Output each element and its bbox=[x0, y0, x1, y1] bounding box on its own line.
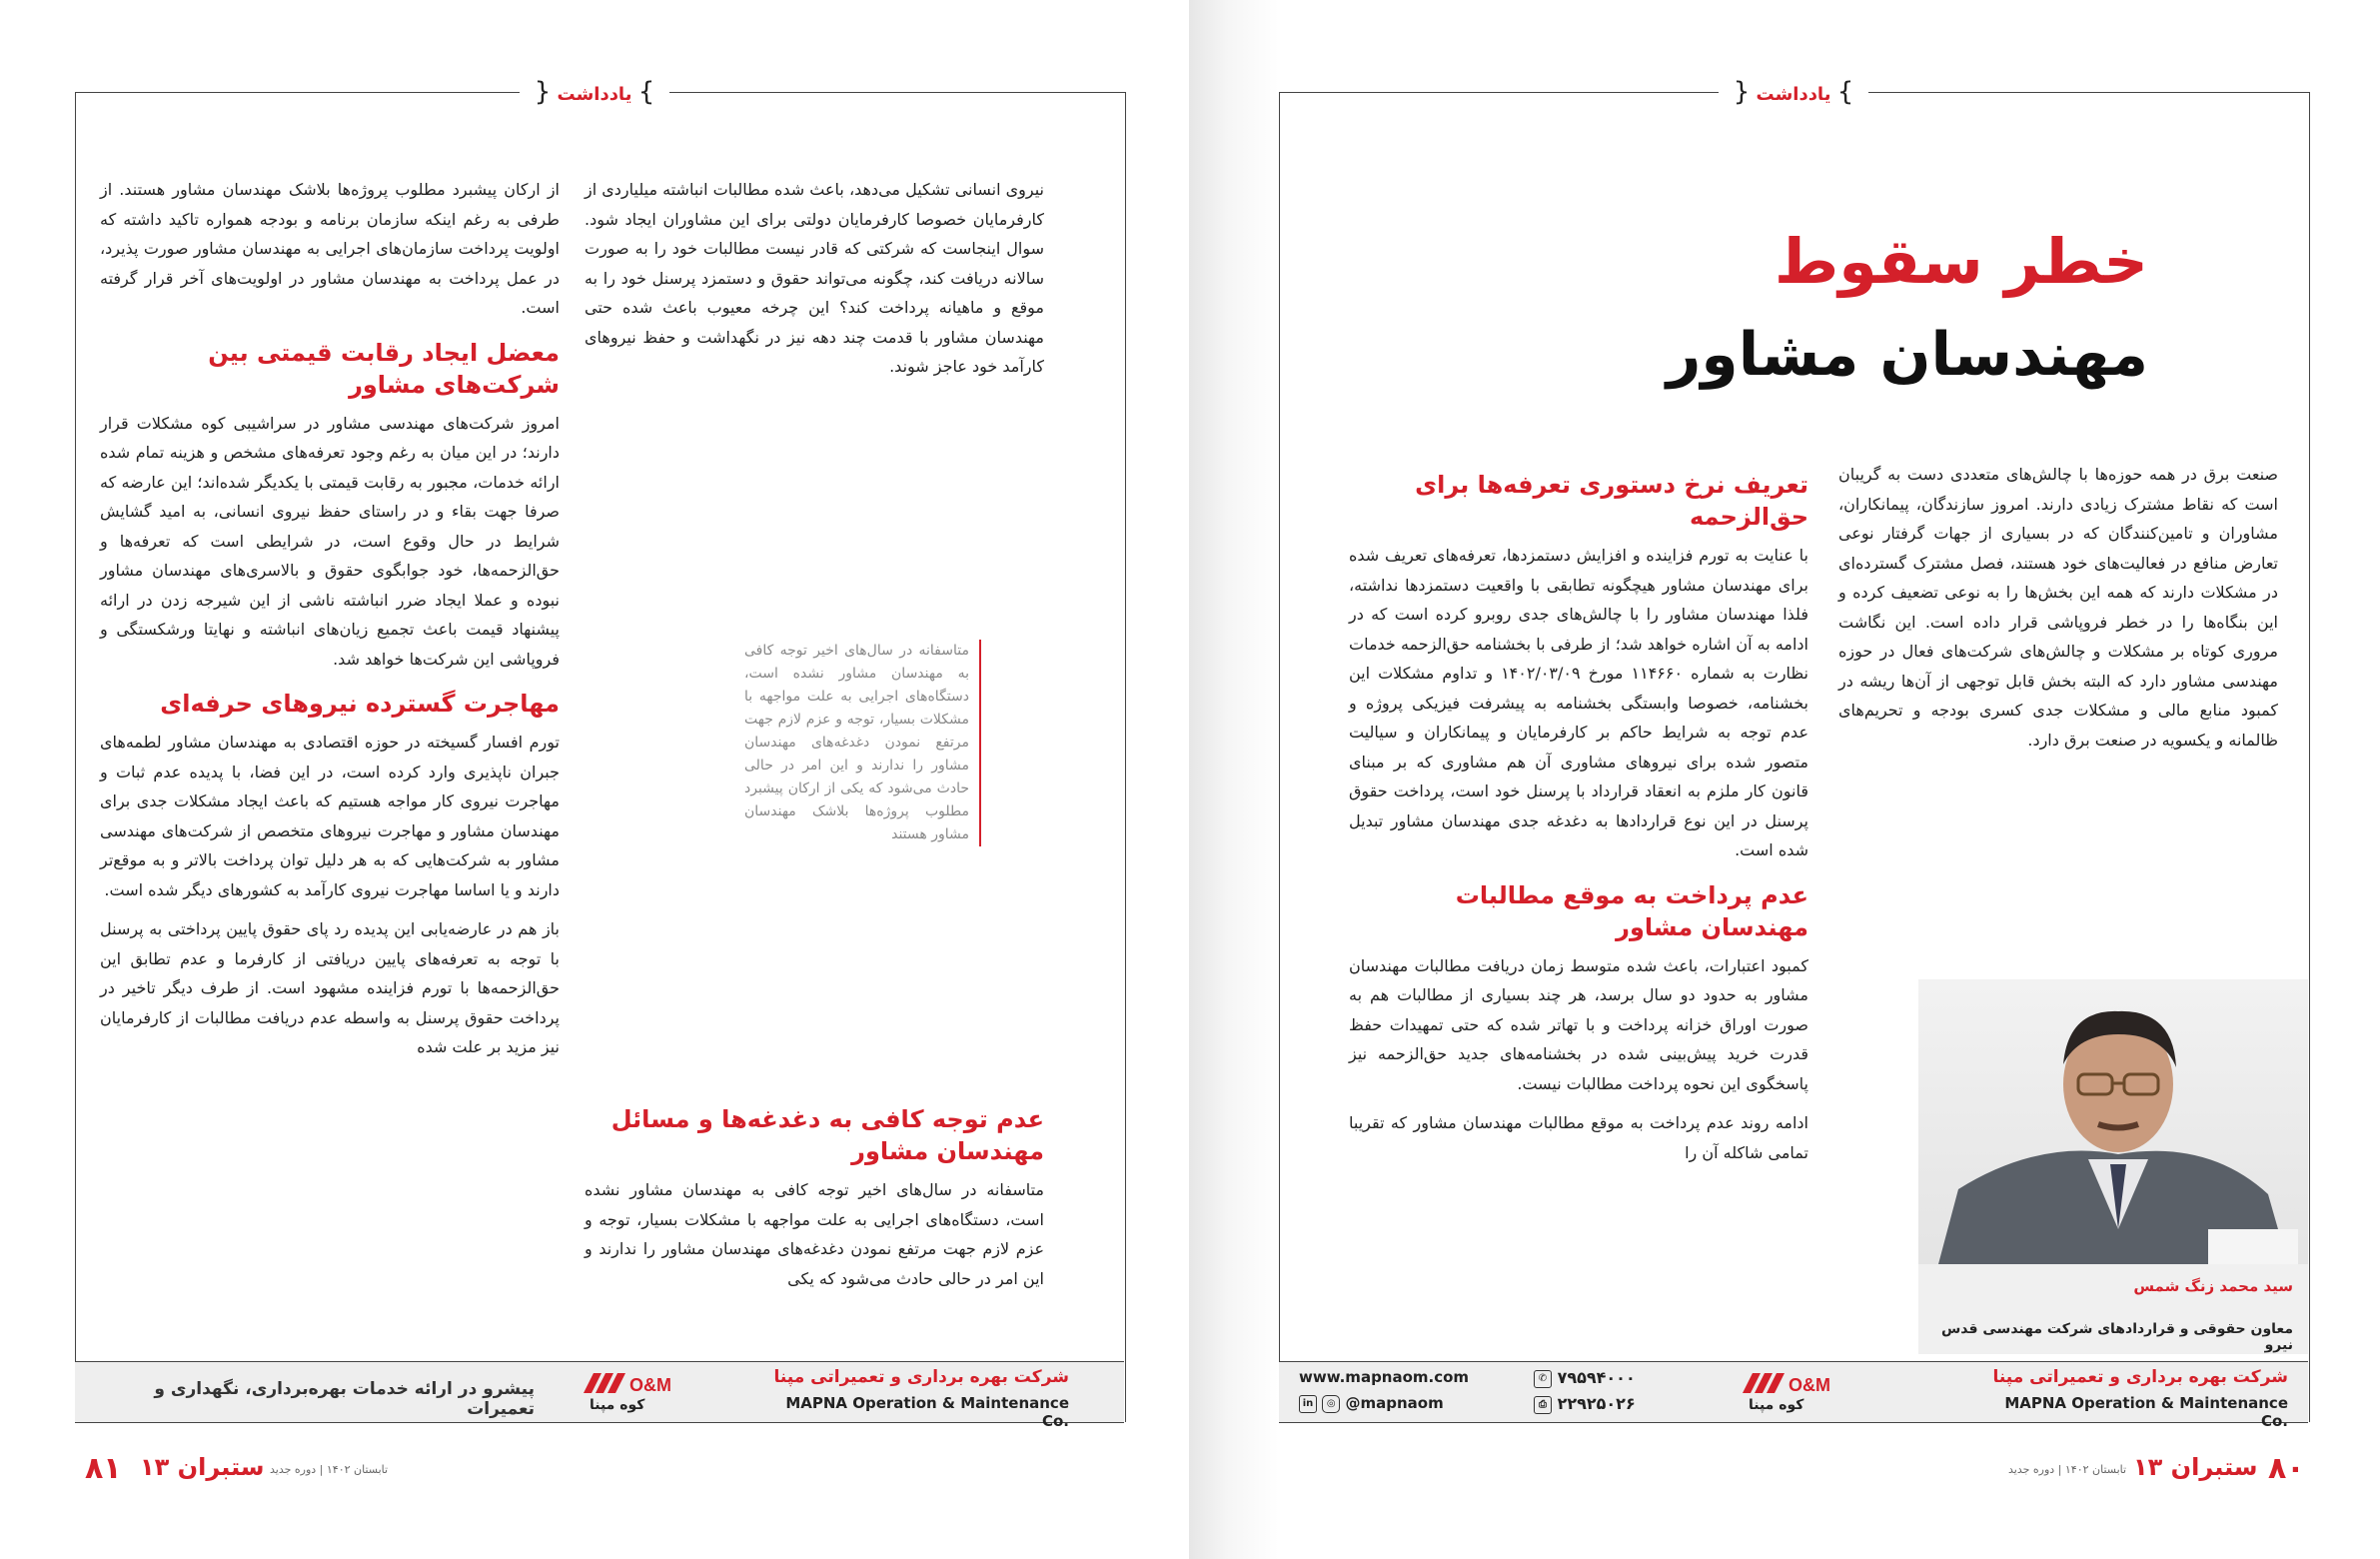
paragraph: نیروی انسانی تشکیل می‌دهد، باعث شده مطالبات انباشته میلیاردی از کارفرمایان خصوصا کارفرمایان دولتی برای این مشاوران ایجاد شود. سوال اینجاست که شرکتی که قادر نیست مطالبات خود را به صورت سالانه دریافت کند، چگونه می‌تواند حقوق و دستمزد پرسنل خود را به موقع و ماهیانه پرداخت کند؟ این چرخه معیوب باعث شده حتی مهندسان مشاور با قدمت چند دهه نیز در نگهداشت و حفظ نیروهای کارآمد خود عاجز شوند. bbox=[585, 180, 1044, 376]
logo-text-fa: کوه مپنا bbox=[590, 1397, 645, 1413]
social-handle bbox=[1299, 1394, 1444, 1413]
paragraph: تورم افسار گسیخته در حوزه اقتصادی به مهندسان مشاور لطمه‌های جبران ناپذیری وارد کرده است، در این فضا، با پدیده عدم ثبات و مهاجرت نیروی کار مواجه هستیم که باعث ایجاد مشکلات جدی برای مهندسان مشاور و مهاجرت نیروهای متخصص از شرکت‌های مهندسی مشاور به شرکت‌هایی که به هر دلیل توان پرداخت بالاتر و به موقع‌تر دارند و یا اساسا مهاجرت نیروی کارآمد به کشورهای دیگر شده است. bbox=[100, 733, 560, 899]
company-name-en: MAPNA Operation & Maintenance Co. bbox=[2004, 1394, 2288, 1430]
left-page-col-right-bottom bbox=[585, 1089, 1044, 1303]
paragraph: کمبود اعتبارات، باعث شده متوسط زمان دریافت مطالبات مهندسان مشاور به حدود دو سال برسد، هر چند بسیاری از مطالبات هم به صورت اوراق خزانه پرداخت و با تهاتر شده که حتی تمهیدات حفظ قدرت خرید پیش‌بینی شده در بخشنامه‌های جدید حق‌الزحمه نیز پاسخگوی این نحوه پرداخت مطالبات نیست. bbox=[1349, 955, 1808, 1093]
article-title-line1: خطر سقوط bbox=[1774, 225, 2148, 298]
heading-attention: عدم توجه کافی به دغدغه‌ها و مسائل مهندسان مشاور bbox=[610, 1105, 1044, 1165]
fax-icon: ⎙ bbox=[1534, 1396, 1552, 1414]
page-number-right: ۸۰ bbox=[2268, 1451, 2305, 1486]
intro-column bbox=[1838, 460, 2278, 765]
paragraph: امروز شرکت‌های مهندسی مشاور در سراشیبی کوه مشکلات قرار دارند؛ در این میان به رغم وجود تعرفه‌های مشخص و هزینه تمام شده ارائه خدمات، مجبور به رقابت قیمتی با یکدیگر شده‌اند؛ این عارضه که صرفا جهت بقاء و در راستای حفظ نیروی انسانی، به امید گشایش شرایط در حال وقوع است، در شرایطی است که تعرفه‌ها و حق‌الزحمه‌ها، خود جوابگوی حقوق و بالاسری‌های مهندسان مشاور نبوده و عملا ایجاد ضرر انباشته ناشی از این شیرجه زدن در ارائه پیشنهاد قیمت باعث تجمیع زیان‌های انباشته و نهایتا ورشکستگی و فروپاشی این شرکت‌ها خواهد شد. bbox=[100, 413, 560, 669]
issue-date-left: تابستان ۱۴۰۲ | دوره جدید bbox=[270, 1463, 389, 1476]
right-page-col-left bbox=[1349, 455, 1808, 1177]
author-name: سید محمد زنگ شمس bbox=[2133, 1277, 2293, 1295]
paragraph: با عنایت به تورم فزاینده و افزایش دستمزدها، تعرفه‌های تعریف شده برای مهندسان مشاور هیچگونه تطابقی با واقعیت دستمزدها نداشته، فلذا مهندسان مشاور را با چالش‌های جدی روبرو کرده است که در ادامه به آن اشاره خواهد شد؛ از طرفی با بخشنامه حق‌الزحمه خدمات نظارت به شماره ۱۱۴۶۶۰ مورخ ۱۴۰۲/۰۳/۰۹ و تداوم مشکلات این بخشنامه، خصوصا وابستگی بخشنامه به پیشرفت فیزیکی پروژه و عدم توجه به شرایط حاکم بر کارفرمایان و پیمانکاران و سیالیت متصور شده برای نیروهای مشاوری آن هم مشاوری که بر مبنای قانون کار ملزم به انعقاد قرارداد با پرسنل خود است، پرداخت حقوق پرسنل در این نوع قراردادها به دغدغه جدی مهندسان مشاور تبدیل شده است. bbox=[1349, 546, 1808, 859]
contact-phone-2 bbox=[1534, 1394, 1636, 1414]
paragraph: از ارکان پیشبرد مطلوب پروژه‌ها بلاشک مهندسان مشاور هستند. از طرفی به رغم اینکه سازمان برنامه و بودجه همواره تاکید داشته که اولویت پرداخت سازمان‌های اجرایی به مهندسان مشاور صورت پذیرد، در عمل پرداخت به مهندسان مشاور در اولویت‌های آخر قرار گرفته است. bbox=[100, 180, 560, 317]
company-name-en: MAPNA Operation & Maintenance Co. bbox=[785, 1394, 1069, 1430]
person-illustration bbox=[1918, 979, 2308, 1264]
paragraph: متاسفانه در سال‌های اخیر توجه کافی به مهندسان مشاور نشده است، دستگاه‌های اجرایی به علت مواجهه با مشکلات بسیار، توجه و عزم لازم جهت مرتفع نمودن دغدغه‌های مهندسان مشاور را ندارند و این امر در حالی حادث می‌شود که یکی bbox=[585, 1180, 1044, 1288]
heading-migration: مهاجرت گسترده نیروهای حرفه‌ای bbox=[160, 690, 560, 718]
footer-slogan: پیشرو در ارائه خدمات بهره‌برداری، نگهداری و تعمیرات bbox=[154, 1379, 535, 1419]
page-number-left: ۸۱ bbox=[85, 1451, 122, 1486]
phone-number: ۷۹۵۹۴۰۰۰ bbox=[1557, 1368, 1636, 1387]
paragraph: باز هم در عارضه‌یابی این پدیده رد پای حقوق پایین پرداختی به پرسنل با توجه به تعرفه‌های پایین دریافتی از کارفرما و عدم تطابق این حق‌الزحمه‌ها با تورم فزاینده مشهود است. از طرف دیگر تاخیر در پرداخت حقوق پرسنل به واسطه عدم دریافت مطالبات از کارفرمایان نیز مزید بر علت شده bbox=[100, 919, 560, 1056]
phone-icon: ✆ bbox=[1534, 1370, 1552, 1388]
logo-text-fa: کوه مپنا bbox=[1749, 1397, 1804, 1413]
contact-phone-1 bbox=[1534, 1368, 1636, 1388]
author-role: معاون حقوقی و قراردادهای شرکت مهندسی قدس نیرو bbox=[1940, 1321, 2293, 1353]
right-page bbox=[1189, 0, 2380, 1559]
paragraph: ادامه روند عدم پرداخت به موقع مطالبات مهندسان مشاور که تقریبا تمامی شاکله آن را bbox=[1349, 1113, 1808, 1162]
issue-label-right: ستبران ۱۳ bbox=[2133, 1453, 2258, 1481]
left-page bbox=[0, 0, 1189, 1559]
mapna-logo bbox=[580, 1365, 689, 1413]
section-tag-right: } یادداشت { bbox=[1719, 78, 1868, 106]
heading-competition: معضل ایجاد رقابت قیمتی بین شرکت‌های مشاور bbox=[208, 338, 560, 399]
website-link[interactable]: www.mapnaom.com bbox=[1299, 1368, 1470, 1386]
fax-number: ۲۲۹۲۵۰۲۶ bbox=[1557, 1394, 1636, 1413]
linkedin-icon[interactable]: in bbox=[1299, 1395, 1317, 1413]
mapna-logo bbox=[1739, 1365, 1848, 1413]
pull-quote: متاسفانه در سال‌های اخیر توجه کافی به مهندسان مشاور نشده است، دستگاه‌های اجرایی به علت مواجهه با مشکلات بسیار، توجه و عزم لازم جهت مرتفع نمودن دغدغه‌های مهندسان مشاور را ندارند و این امر در حالی حادث می‌شود که یکی از ارکان پیشبرد مطلوب پروژه‌ها بلاشک مهندسان مشاور هستند bbox=[744, 640, 981, 846]
company-name-fa: شرکت بهره برداری و تعمیراتی مپنا bbox=[773, 1367, 1069, 1387]
issue-label-left: ستبران ۱۳ bbox=[140, 1453, 265, 1481]
instagram-icon[interactable]: ◎ bbox=[1322, 1395, 1340, 1413]
intro-paragraph: صنعت برق در همه حوزه‌ها با چالش‌های متعددی دست به گریبان است که نقاط مشترک زیادی دارند. امروز سازندگان، پیمانکاران، مشاوران و تامین‌کنندگان که در بسیاری از جهات گرفتار نوعی تعارض منافع در فعالیت‌های خود هستند، فصل مشترک گسترده‌ای در مشکلات دارند که همه این بخش‌ها را به نوعی تضعیف کرده و این بنگاه‌ها را در خطر فروپاشی قرار داده است. این نگاشت مروری کوتاه بر مشکلات و چالش‌های شرکت‌های فعال در حوزه مهندسی مشاور دارد که البته بخش قابل توجهی از آن‌ها ریشه در کمبود منابع مالی و مشکلات جدی کسری بودجه و تحریم‌های ظالمانه و یکسویه در صنعت برق دارد. bbox=[1838, 465, 2278, 750]
article-title-line2: مهندسان مشاور bbox=[1666, 320, 2148, 390]
heading-tariff: تعریف نرخ دستوری تعرفه‌ها برای حق‌الزحمه bbox=[1415, 471, 1808, 531]
section-tag-left: } یادداشت { bbox=[520, 78, 669, 106]
logo-text: O&M bbox=[1788, 1375, 1830, 1395]
heading-payment: عدم پرداخت به موقع مطالبات مهندسان مشاور bbox=[1455, 880, 1808, 941]
author-photo bbox=[1918, 979, 2308, 1264]
left-page-col-left bbox=[100, 175, 560, 1072]
social-handle-text: @mapnaom bbox=[1345, 1394, 1444, 1412]
left-page-col-right bbox=[585, 175, 1044, 392]
issue-date-right: تابستان ۱۴۰۲ | دوره جدید bbox=[2008, 1463, 2127, 1476]
logo-text: O&M bbox=[629, 1375, 671, 1395]
company-name-fa: شرکت بهره برداری و تعمیراتی مپنا bbox=[1992, 1367, 2288, 1387]
